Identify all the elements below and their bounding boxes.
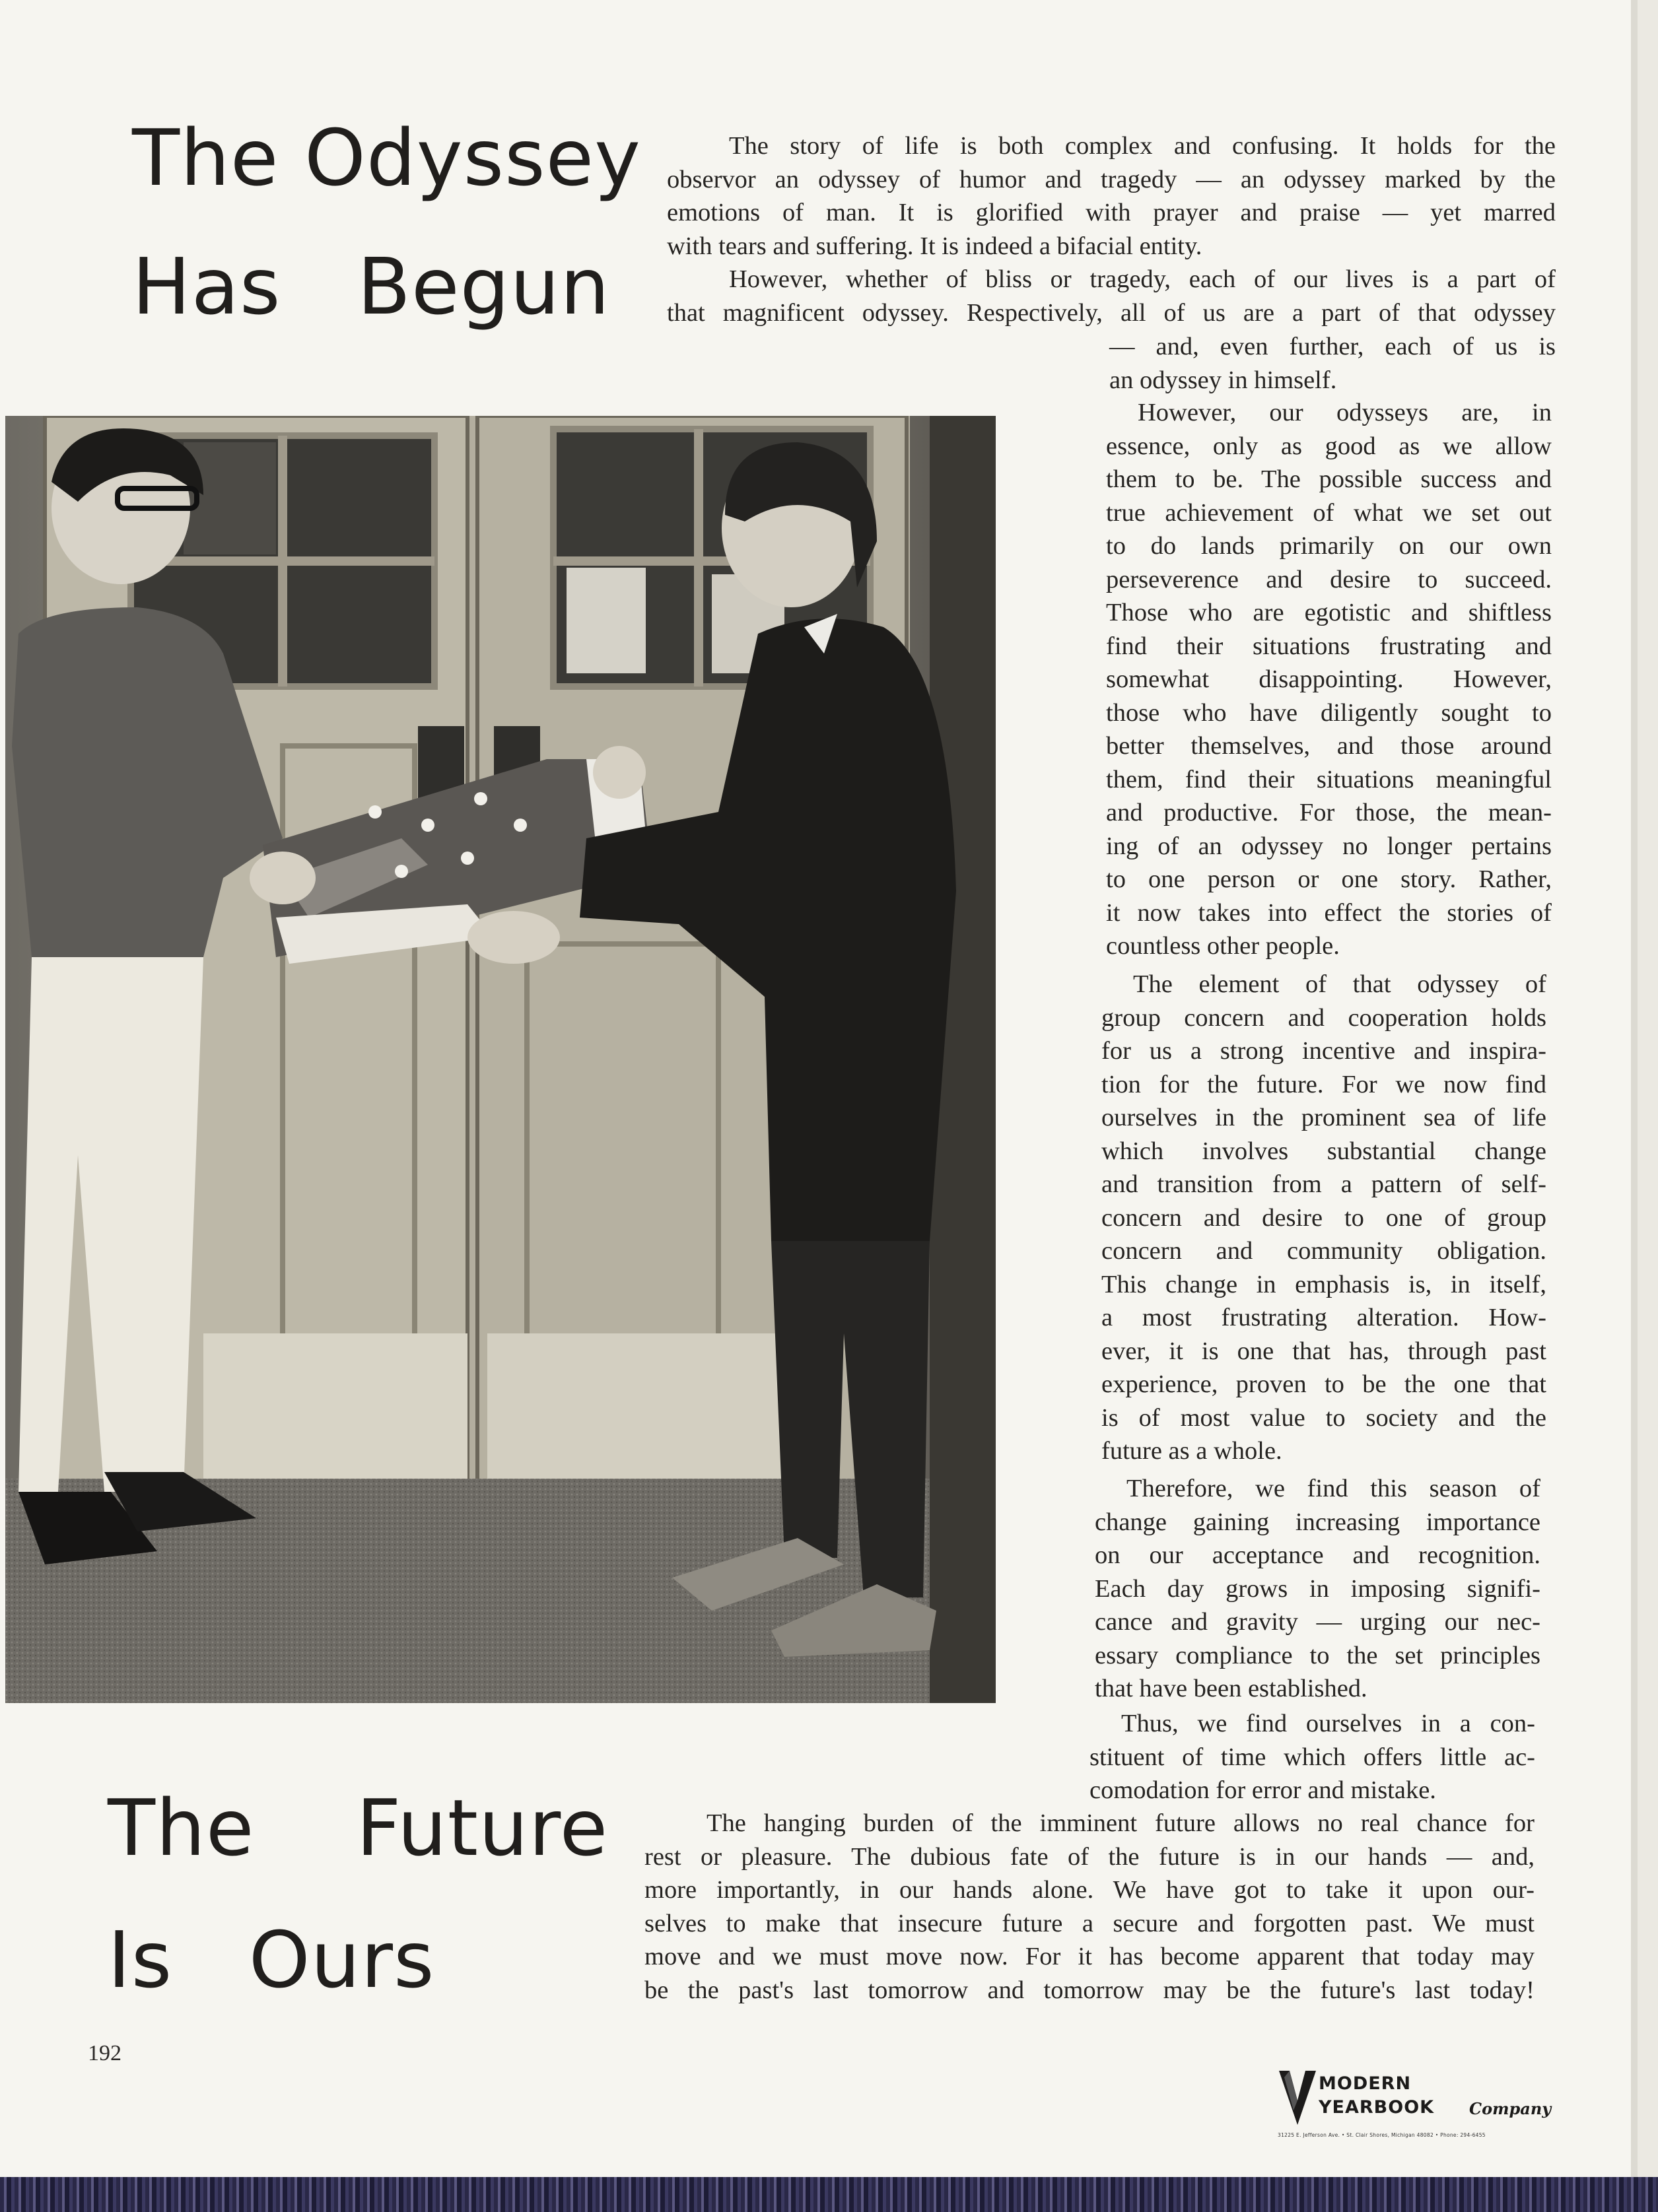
text-line: more importantly, in our hands alone. We have got to take it upon our-: [644, 1876, 1535, 1904]
text-line: and productive. For those, the mean-: [1106, 799, 1552, 826]
text-line: for us a strong incentive and inspira-: [1101, 1037, 1546, 1065]
text-line: cance and gravity — urging our nec-: [1095, 1608, 1540, 1636]
text-line: which involves substantial change: [1101, 1137, 1546, 1165]
yearbook-logo-icon: [1278, 2064, 1317, 2127]
headline-bottom-line1: The Future: [108, 1782, 609, 1873]
article-paragraph-3: [1106, 396, 1552, 963]
text-line: concern and community obligation.: [1101, 1237, 1546, 1265]
text-line: move and we must move now. For it has become apparent that today may: [644, 1943, 1535, 1970]
text-line: on our acceptance and recognition.: [1095, 1541, 1540, 1569]
text-line: is of most value to society and the: [1101, 1403, 1546, 1432]
text-line: rest or pleasure. The dubious fate of the future is in our hands — and,: [644, 1842, 1535, 1871]
text-line: experience, proven to be the one that: [1101, 1370, 1546, 1398]
text-line: group concern and cooperation holds: [1101, 1003, 1546, 1032]
text-line: The element of that odyssey of: [1133, 970, 1546, 998]
text-line: to do lands primarily on our own: [1106, 532, 1552, 560]
article-paragraph-4: [1101, 968, 1546, 1468]
text-line: tion for the future. For we now find: [1101, 1070, 1546, 1098]
text-line: However, our odysseys are, in: [1138, 399, 1552, 426]
text-line: concern and desire to one of group: [1101, 1203, 1546, 1232]
text-line: Each day grows in imposing signifi-: [1095, 1574, 1540, 1603]
text-line: emotions of man. It is glorified with prayer and praise — yet marred: [667, 199, 1556, 226]
text-line: observor an odyssey of humor and tragedy — an odyssey marked by the: [667, 165, 1556, 193]
logo-line-modern: MODERN: [1319, 2073, 1412, 2094]
text-line: those who have diligently sought to: [1106, 698, 1552, 727]
text-line: them, find their situations meaningful: [1106, 765, 1552, 793]
text-line: essence, only as good as we allow: [1106, 432, 1552, 460]
text-line: to one person or one story. Rather,: [1106, 865, 1552, 893]
text-line: The story of life is both complex and confusing. It holds for the: [729, 132, 1556, 160]
article-paragraph-1: [667, 129, 1556, 263]
text-line: countless other people.: [1106, 932, 1340, 960]
page-number: 192: [88, 2041, 121, 2065]
photo-illustration: [5, 416, 996, 1703]
text-line: future as a whole.: [1101, 1437, 1282, 1465]
article-paragraph-7: [644, 1807, 1535, 2007]
text-line: it now takes into effect the stories of: [1106, 898, 1552, 927]
text-line: with tears and suffering. It is indeed a bifacial entity.: [667, 232, 1202, 260]
article-paragraph-6: [1089, 1707, 1535, 1807]
text-line: essary compliance to the set principles: [1095, 1641, 1540, 1669]
text-line: a most frustrating alteration. How-: [1101, 1304, 1546, 1331]
binding-edge: [0, 2177, 1658, 2212]
modern-yearbook-logo: [1278, 2064, 1552, 2143]
logo-line-yearbook: YEARBOOK: [1319, 2097, 1435, 2118]
text-line: better themselves, and those around: [1106, 732, 1552, 760]
text-line: Thus, we find ourselves in a con-: [1121, 1710, 1535, 1737]
text-line: change gaining increasing importance: [1095, 1508, 1540, 1536]
logo-address: 31225 E. Jefferson Ave. • St. Clair Shores, Michigan 48082 • Phone: 294-6455: [1278, 2132, 1486, 2138]
text-line: — and, even further, each of us is: [1109, 333, 1556, 360]
text-line: perseverence and desire to succeed.: [1106, 565, 1552, 593]
text-line: However, whether of bliss or tragedy, each of our lives is a part of: [729, 265, 1556, 293]
text-line: The hanging burden of the imminent future allows no real chance for: [707, 1809, 1535, 1837]
text-line: This change in emphasis is, in itself,: [1101, 1270, 1546, 1298]
text-line: ourselves in the prominent sea of life: [1101, 1104, 1546, 1131]
logo-script-company: Company: [1469, 2099, 1552, 2118]
text-line: an odyssey in himself.: [1109, 366, 1337, 394]
text-line: be the past's last tomorrow and tomorrow may be the future's last today!: [644, 1976, 1535, 2004]
text-line: find their situations frustrating and: [1106, 632, 1552, 660]
flag-folding-photo: [5, 416, 996, 1703]
headline-bottom-line2: Is Ours: [108, 1914, 435, 2005]
text-line: them to be. The possible success and: [1106, 465, 1552, 493]
article-paragraph-5: [1095, 1472, 1540, 1706]
text-line: Those who are egotistic and shiftless: [1106, 599, 1552, 626]
text-line: and transition from a pattern of self-: [1101, 1170, 1546, 1198]
text-line: that magnificent odyssey. Respectively, all of us are a part of that odyssey: [667, 298, 1556, 327]
article-paragraph-2-narrow: [1109, 330, 1556, 397]
text-line: that have been established.: [1095, 1675, 1367, 1702]
text-line: stituent of time which offers little ac-: [1089, 1743, 1535, 1771]
text-line: comodation for error and mistake.: [1089, 1776, 1436, 1804]
text-line: ing of an odyssey no longer pertains: [1106, 832, 1552, 860]
headline-top-line1: The Odyssey: [132, 112, 641, 203]
headline-top-line2: Has Begun: [132, 241, 611, 332]
article-paragraph-2: [667, 263, 1556, 329]
text-line: ever, it is one that has, through past: [1101, 1337, 1546, 1365]
text-line: somewhat disappointing. However,: [1106, 665, 1552, 693]
text-line: Therefore, we find this season of: [1126, 1475, 1540, 1502]
text-line: selves to make that insecure future a secure and forgotten past. We must: [644, 1909, 1535, 1937]
text-line: true achievement of what we set out: [1106, 498, 1552, 527]
